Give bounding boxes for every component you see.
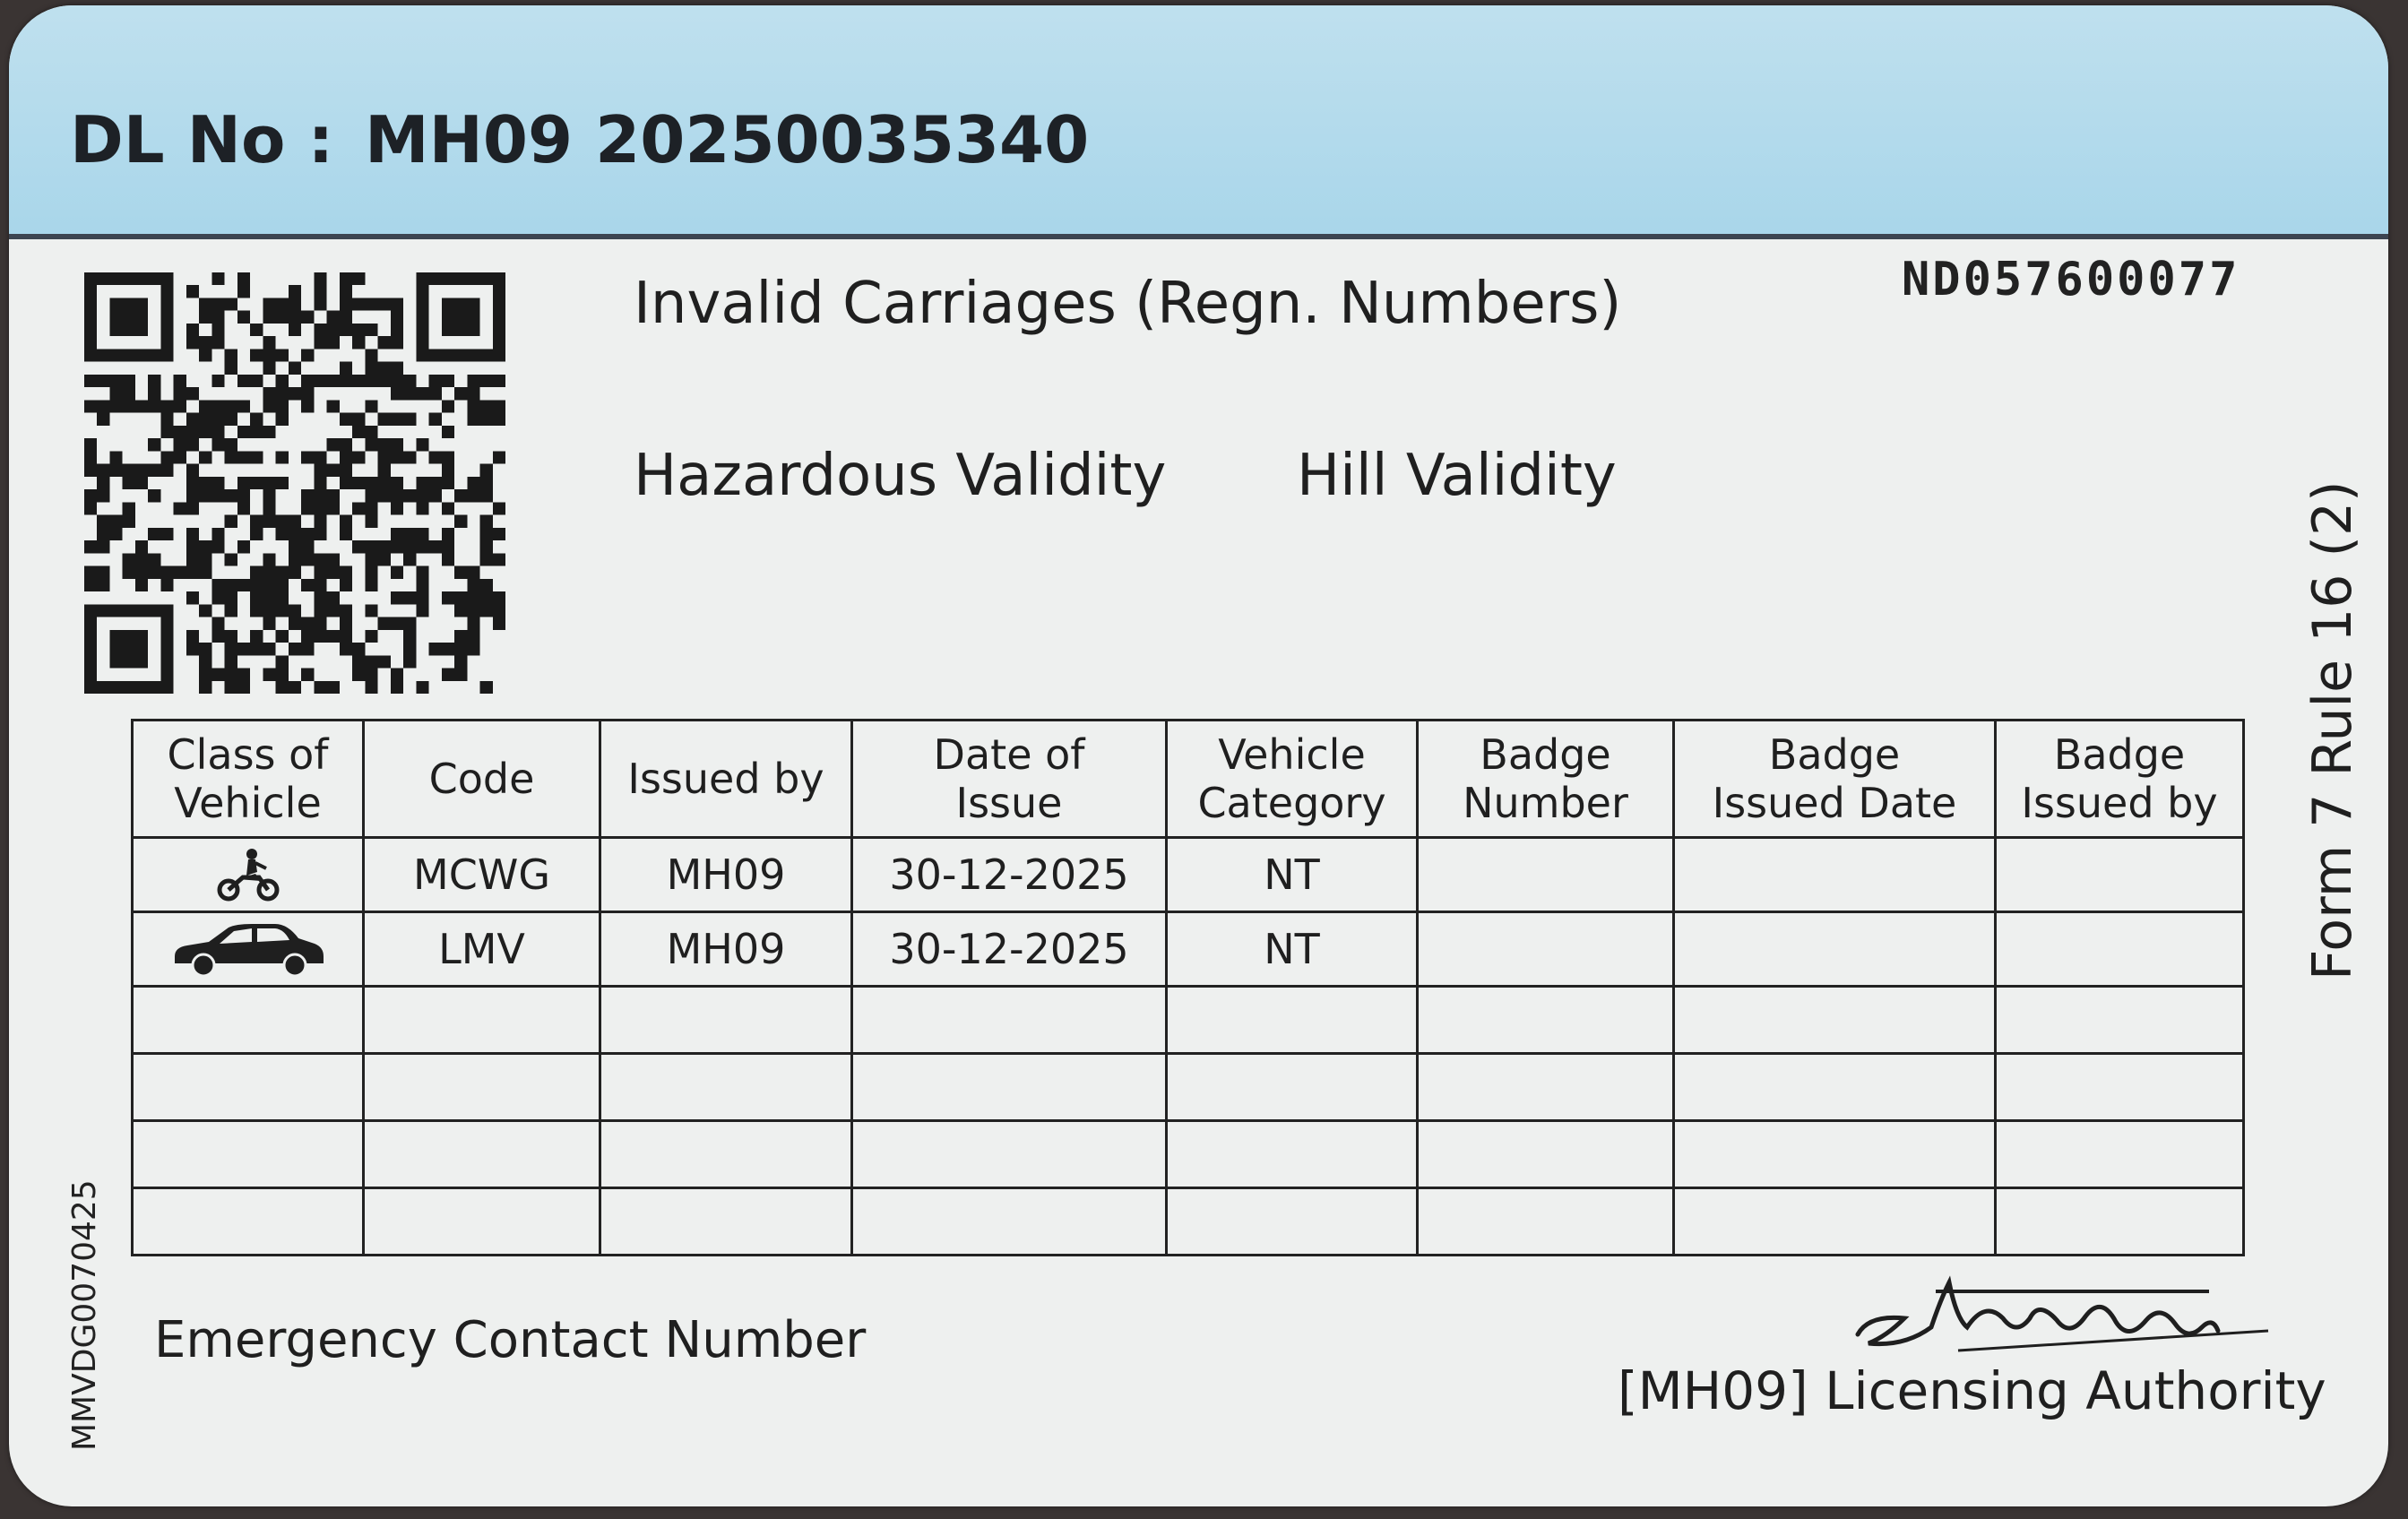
issued-by-cell: MH09 <box>600 912 852 987</box>
code-cell: LMV <box>364 912 600 987</box>
class-of-vehicle-cell <box>133 838 364 912</box>
side-code-text: MMVDG0070425 <box>66 1179 103 1451</box>
motorcycle-icon <box>216 847 281 902</box>
badge-number-cell <box>1418 912 1674 987</box>
hazardous-validity-label: Hazardous Validity <box>634 443 1167 509</box>
issued-by-cell: MH09 <box>600 838 852 912</box>
badge-issued-date-cell <box>1674 912 1996 987</box>
authority-signature <box>1851 1264 2272 1363</box>
vehicle-category-cell: NT <box>1167 838 1418 912</box>
badge-issued-by-cell <box>1996 912 2244 987</box>
header-code: Code <box>364 721 600 838</box>
header-band <box>9 5 2388 239</box>
badge-issued-date-cell <box>1674 838 1996 912</box>
driving-licence-card <box>9 5 2388 1506</box>
header-vehicle-category: Vehicle Category <box>1167 721 1418 838</box>
dl-number-value: MH09 20250035340 <box>365 102 1090 177</box>
table-row <box>133 912 2244 987</box>
card-serial-number: ND057600077 <box>1902 253 2240 306</box>
header-badge-issued-by: Badge Issued by <box>1996 721 2244 838</box>
header-badge-issued-date: Badge Issued Date <box>1674 721 1996 838</box>
table-row <box>133 838 2244 912</box>
invalid-carriages-label: Invalid Carriages (Regn. Numbers) <box>634 271 1622 337</box>
badge-number-cell <box>1418 838 1674 912</box>
header-badge-number: Badge Number <box>1418 721 1674 838</box>
class-of-vehicle-cell <box>133 912 364 987</box>
header-class-of-vehicle: Class of Vehicle <box>133 721 364 838</box>
header-date-of-issue: Date of Issue <box>852 721 1167 838</box>
empty-table-row <box>133 1054 2244 1121</box>
date-of-issue-cell: 30-12-2025 <box>852 912 1167 987</box>
vehicle-class-table <box>131 719 2245 1256</box>
empty-table-row <box>133 1121 2244 1188</box>
badge-issued-by-cell <box>1996 838 2244 912</box>
qr-code-icon <box>84 272 505 694</box>
car-icon <box>169 920 327 978</box>
empty-table-row <box>133 1188 2244 1256</box>
vehicle-category-cell: NT <box>1167 912 1418 987</box>
licensing-authority-label: [MH09] Licensing Authority <box>1618 1360 2326 1421</box>
form-rule-text: Form 7 Rule 16 (2) <box>2301 480 2364 980</box>
hill-validity-label: Hill Validity <box>1297 443 1617 509</box>
emergency-contact-label: Emergency Contact Number <box>154 1311 867 1369</box>
dl-number-label: DL No : <box>70 102 334 177</box>
date-of-issue-cell: 30-12-2025 <box>852 838 1167 912</box>
table-header-row <box>133 721 2244 838</box>
header-issued-by: Issued by <box>600 721 852 838</box>
empty-table-row <box>133 987 2244 1054</box>
code-cell: MCWG <box>364 838 600 912</box>
